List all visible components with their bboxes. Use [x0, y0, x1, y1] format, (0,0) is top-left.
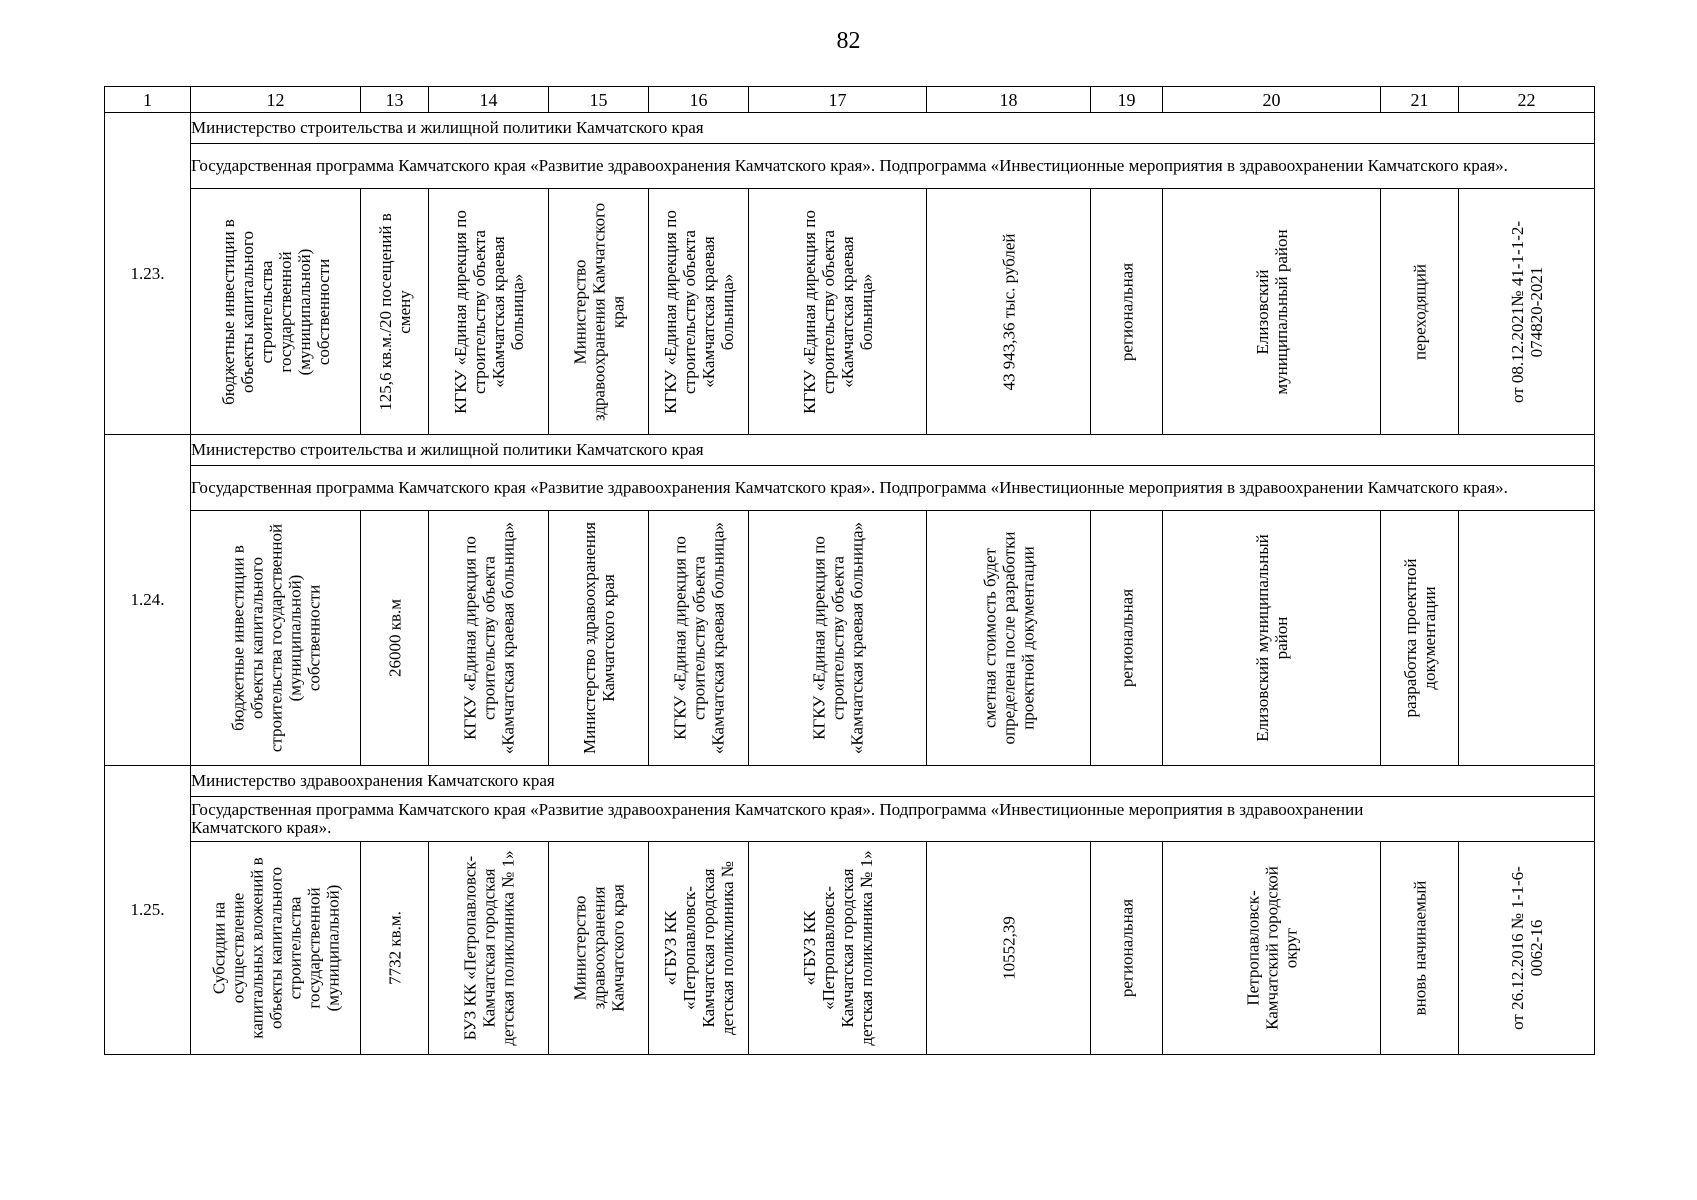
cell-location: Елизовский муниципальный район [1163, 511, 1381, 766]
ministry-row [105, 113, 1595, 144]
cell-expertise: от 08.12.2021№ 41-1-1-2-074820-2021 [1459, 189, 1595, 435]
cell-developer: КГКУ «Единая дирекция по строительству объекта «Камчатская краевая больница» [649, 189, 749, 435]
ministry-name: Министерство здравоохранения Камчатского края [191, 766, 1595, 797]
cell-expertise [1459, 511, 1595, 766]
col-header: 22 [1459, 87, 1595, 113]
program-row [105, 797, 1595, 842]
cell-developer: КГКУ «Единая дирекция по строительству объекта «Камчатская краевая больница» [649, 511, 749, 766]
col-header: 21 [1381, 87, 1459, 113]
col-header: 19 [1091, 87, 1163, 113]
cell-cost: сметная стоимость будет определена после разработки проектной документации [927, 511, 1091, 766]
program-name: Государственная программа Камчатского края «Развитие здравоохранения Камчатского края». Подпрограмма «Инвестиционные мероприятия в здравоохранении Камчатского края». [191, 466, 1595, 511]
cell-ownership: региональная [1091, 842, 1163, 1055]
ministry-row [105, 435, 1595, 466]
program-row [105, 144, 1595, 189]
cell-capacity: 26000 кв.м [361, 511, 429, 766]
cell-authority: Министерство здравоохранения Камчатского края [549, 189, 649, 435]
cell-recipient: КГКУ «Единая дирекция по строительству объекта «Камчатская краевая больница» [749, 189, 927, 435]
program-name: Государственная программа Камчатского края «Развитие здравоохранения Камчатского края». Подпрограмма «Инвестиционные мероприятия в здравоохранении Камчатского края». [191, 144, 1595, 189]
cell-investment-type: бюджетные инвестиции в объекты капитального строительства государственной (муниципальной) собственности [191, 511, 361, 766]
cell-customer: КГКУ «Единая дирекция по строительству объекта «Камчатская краевая больница» [429, 511, 549, 766]
cell-expertise: от 26.12.2016 № 1-1-6-0062-16 [1459, 842, 1595, 1055]
cell-location: Елизовский муниципальный район [1163, 189, 1381, 435]
row-number: 1.23. [105, 113, 191, 435]
cell-ownership: региональная [1091, 511, 1163, 766]
cell-status: переходящий [1381, 189, 1459, 435]
col-header: 20 [1163, 87, 1381, 113]
col-header: 1 [105, 87, 191, 113]
cell-customer: КГКУ «Единая дирекция по строительству объекта «Камчатская краевая больница» [429, 189, 549, 435]
row-number: 1.24. [105, 435, 191, 766]
cell-capacity: 125,6 кв.м./20 посещений в смену [361, 189, 429, 435]
program-row [105, 466, 1595, 511]
header-row [105, 87, 1595, 113]
page-number: 82 [836, 28, 861, 54]
cell-recipient: КГКУ «Единая дирекция по строительству объекта «Камчатская краевая больница» [749, 511, 927, 766]
cell-cost: 10552,39 [927, 842, 1091, 1055]
cell-authority: Министерство здравоохранения Камчатского края [549, 511, 649, 766]
col-header: 18 [927, 87, 1091, 113]
cell-capacity: 7732 кв.м. [361, 842, 429, 1055]
cell-developer: «ГБУЗ КК «Петропавловск-Камчатская городская детская поликлиника № [649, 842, 749, 1055]
cell-investment-type: бюджетные инвестиции в объекты капитального строительства государственной (муниципальной) собственности [191, 189, 361, 435]
cell-status: разработка проектной документации [1381, 511, 1459, 766]
col-header: 16 [649, 87, 749, 113]
row-number: 1.25. [105, 766, 191, 1055]
col-header: 15 [549, 87, 649, 113]
cell-cost: 43 943,36 тыс. рублей [927, 189, 1091, 435]
cell-recipient: «ГБУЗ КК «Петропавловск-Камчатская городская детская поликлиника № 1» [749, 842, 927, 1055]
ministry-row [105, 766, 1595, 797]
cell-investment-type: Субсидии на осуществление капитальных вложений в объекты капитального строительства государственной (муниципальной) [191, 842, 361, 1055]
table-row [105, 511, 1595, 766]
cell-location: Петропавловск-Камчатский городской округ [1163, 842, 1381, 1055]
table-row [105, 189, 1595, 435]
table-row [105, 842, 1595, 1055]
investment-table [104, 86, 1595, 1055]
ministry-name: Министерство строительства и жилищной политики Камчатского края [191, 435, 1595, 466]
cell-ownership: региональная [1091, 189, 1163, 435]
col-header: 14 [429, 87, 549, 113]
col-header: 12 [191, 87, 361, 113]
cell-authority: Министерство здравоохранения Камчатского края [549, 842, 649, 1055]
col-header: 13 [361, 87, 429, 113]
col-header: 17 [749, 87, 927, 113]
cell-status: вновь начинаемый [1381, 842, 1459, 1055]
program-name: Государственная программа Камчатского края «Развитие здравоохранения Камчатского края». Подпрограмма «Инвестиционные мероприятия в здравоохранении Камчатского края». [191, 797, 1595, 842]
ministry-name: Министерство строительства и жилищной политики Камчатского края [191, 113, 1595, 144]
cell-customer: БУЗ КК «Петропавловск-Камчатская городская детская поликлиника № 1» [429, 842, 549, 1055]
